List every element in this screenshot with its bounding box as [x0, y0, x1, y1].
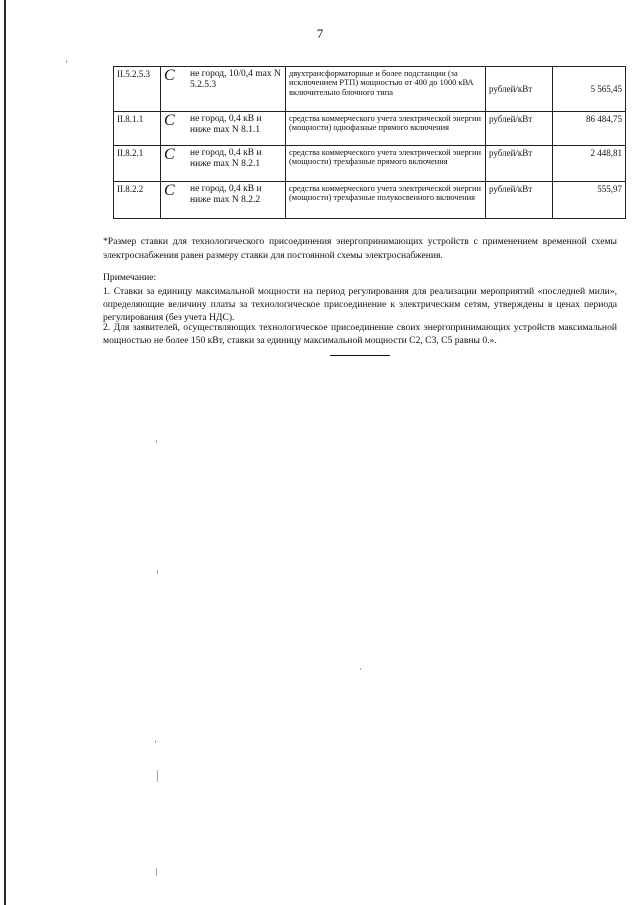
- row-code: II.8.2.2: [114, 182, 161, 219]
- table-row: [114, 67, 626, 112]
- row-unit: рублей/кВт: [486, 146, 553, 182]
- row-value: 5 565,45: [553, 67, 626, 112]
- row-code: II.8.2.1: [114, 146, 161, 182]
- row-code: II.8.1.1: [114, 112, 161, 146]
- row-value: 86 484,75: [553, 112, 626, 146]
- row-description: средства коммерческого учета электрической энергии (мощности) однофазные прямого включения: [286, 112, 486, 146]
- rate-symbol: C: [164, 112, 175, 129]
- scan-speck: [157, 770, 158, 782]
- scan-speck: [360, 668, 361, 670]
- rate-symbol: C: [164, 67, 175, 84]
- tariff-table: [113, 66, 626, 219]
- end-divider: [330, 355, 390, 356]
- row-description: средства коммерческого учета электрической энергии (мощности) трехфазные полукосвенного включения: [286, 182, 486, 219]
- row-unit: рублей/кВт: [486, 112, 553, 146]
- row-value: 2 448,81: [553, 146, 626, 182]
- category-cell: [161, 67, 286, 112]
- page-number: 7: [316, 26, 324, 41]
- row-unit: рублей/кВт: [486, 182, 553, 219]
- table-row: [114, 182, 626, 219]
- rate-symbol: C: [164, 182, 175, 199]
- category-text: не город, 0,4 кВ и ниже max N 8.1.1: [190, 114, 262, 135]
- scan-speck: [156, 868, 157, 876]
- rate-symbol: C: [164, 146, 175, 163]
- scan-speck: [156, 440, 157, 443]
- note-item: 2. Для заявителей, осуществляющих технологическое присоединение своих энергопринимающих устройств максимальной мощностью не более 150 кВт, ставки за единицу максимальной мощности C2, C3, C5 равны 0.».: [103, 322, 617, 346]
- category-cell: [161, 146, 286, 182]
- category-cell: [161, 182, 286, 219]
- category-text: не город, 10/0,4 max N 5.2.5.3: [190, 69, 281, 90]
- row-code: II.5.2.5.3: [114, 67, 161, 112]
- scan-speck: [155, 740, 156, 743]
- row-description: средства коммерческого учета электрической энергии (мощности) трехфазные прямого включения: [286, 146, 486, 182]
- table-row: [114, 112, 626, 146]
- scan-speck: [66, 60, 67, 63]
- scan-edge: [4, 0, 6, 905]
- category-cell: [161, 112, 286, 146]
- row-description: двухтрансформаторные и более подстанции (за исключением РТП) мощностью от 400 до 1000 кВА включительно блочного типа: [286, 67, 486, 112]
- table-row: [114, 146, 626, 182]
- category-text: не город, 0,4 кВ и ниже max N 8.2.1: [190, 148, 262, 169]
- row-unit: рублей/кВт: [486, 67, 553, 112]
- footnote: *Размер ставки для технологического присоединения энергопринимающих устройств с применением временной схемы электроснабжения равен размеру ставки для постоянной схемы электроснабжения.: [103, 236, 617, 261]
- note-item: 1. Ставки за единицу максимальной мощности на период регулирования для реализации мероприятий «последней мили», определяющие величину платы за технологическое присоединение к электрическим сетям, утверждены в ценах периода регулирования (без учета НДС).: [103, 286, 617, 323]
- notes-heading: Примечание:: [103, 272, 157, 283]
- row-value: 555,97: [553, 182, 626, 219]
- category-text: не город, 0,4 кВ и ниже max N 8.2.2: [190, 184, 262, 205]
- scan-speck: [157, 570, 158, 574]
